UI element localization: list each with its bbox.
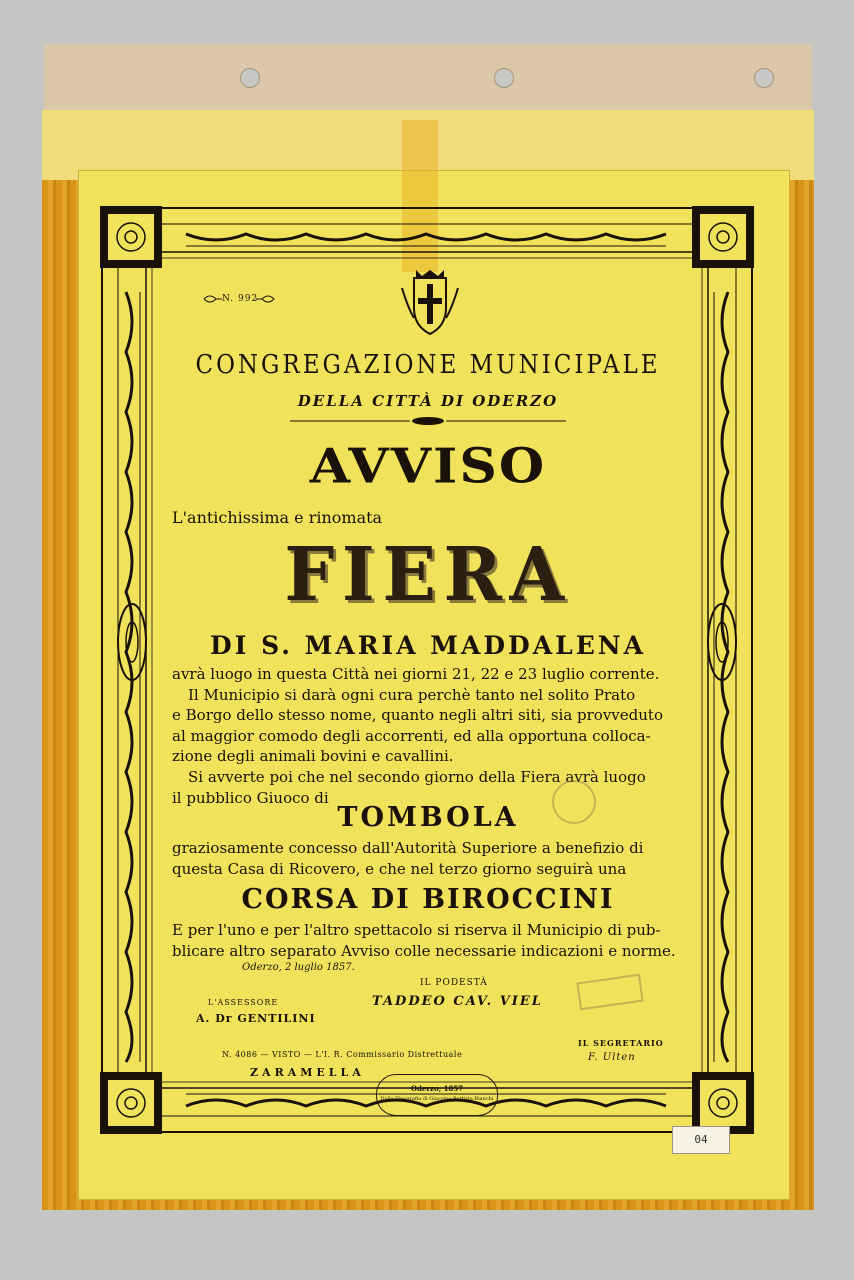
assessore-label: L'ASSESSORE: [208, 998, 279, 1007]
event-tombola: TOMBOLA: [337, 802, 519, 833]
imprint-place: Oderzo, 1857: [410, 1084, 464, 1093]
archive-tag: 04: [672, 1126, 730, 1154]
text-line: al maggior comodo degli accorrenti, ed alla opportuna colloca-: [172, 726, 651, 745]
fair-name: DI S. MARIA MADDALENA: [210, 631, 646, 660]
segretario-name: F. Ulten: [588, 1052, 636, 1063]
text-line: blicare altro separato Avviso colle necessarie indicazioni e norme.: [172, 942, 676, 960]
text-line: E per l'uno e per l'altro spettacolo si riserva il Municipio di pub-: [172, 921, 661, 939]
coat-of-arms-icon: [398, 268, 462, 340]
paragraph-2: [172, 838, 694, 880]
punch-hole-right: [754, 68, 774, 88]
text-line: e Borgo dello stesso nome, quanto negli altri siti, sia provveduto: [172, 706, 663, 725]
event-corsa: CORSA DI BIROCCINI: [241, 884, 615, 915]
text-line: graziosamente concesso dall'Autorità Superiore a benefizio di: [172, 839, 644, 857]
visto-line: N. 4086 — VISTO — L'I. R. Commissario Distrettuale: [222, 1050, 463, 1059]
mount-board: [44, 44, 812, 111]
podesta-label: IL PODESTÀ: [420, 978, 488, 988]
date-line: Oderzo, 2 luglio 1857.: [242, 962, 355, 973]
assessore-name: A. Dr GENTILINI: [196, 1012, 316, 1025]
text-line: Il Municipio si darà ogni cura perchè tanto nel solito Prato: [188, 685, 636, 704]
text-line: zione degli animali bovini e cavallini.: [172, 747, 454, 766]
text-line: Si avverte poi che nel secondo giorno della Fiera avrà luogo: [188, 767, 646, 786]
podesta-name: TADDEO CAV. VIEL: [372, 994, 543, 1009]
text-line: avrà luogo in questa Città nei giorni 21, 22 e 23 luglio corrente.: [172, 665, 660, 683]
segretario-label: IL SEGRETARIO: [578, 1038, 664, 1048]
avviso-heading: AVVISO: [309, 438, 547, 495]
ornamental-rule: [290, 416, 566, 426]
printer-imprint: [376, 1074, 498, 1116]
text-line: questa Casa di Ricovero, e che nel terzo giorno seguirà una: [172, 860, 627, 878]
punch-hole-left: [240, 68, 260, 88]
text-line: il pubblico Giuoco di: [172, 788, 329, 807]
document-number: N. 992: [222, 294, 259, 304]
punch-hole-center: [494, 68, 514, 88]
commissario-name: ZARAMELLA: [250, 1066, 365, 1079]
header-line2: DELLA CITTÀ DI ODERZO: [297, 392, 559, 410]
fair-title: FIERA: [284, 532, 572, 618]
paragraph-1: [172, 664, 694, 808]
intro-text: L'antichissima e rinomata: [172, 508, 383, 527]
paragraph-3: [172, 920, 694, 962]
imprint-press: Dalla Tipografia di Giacomo Battista Bianchi: [380, 1096, 494, 1102]
header-line1: CONGREGAZIONE MUNICIPALE: [195, 350, 661, 380]
